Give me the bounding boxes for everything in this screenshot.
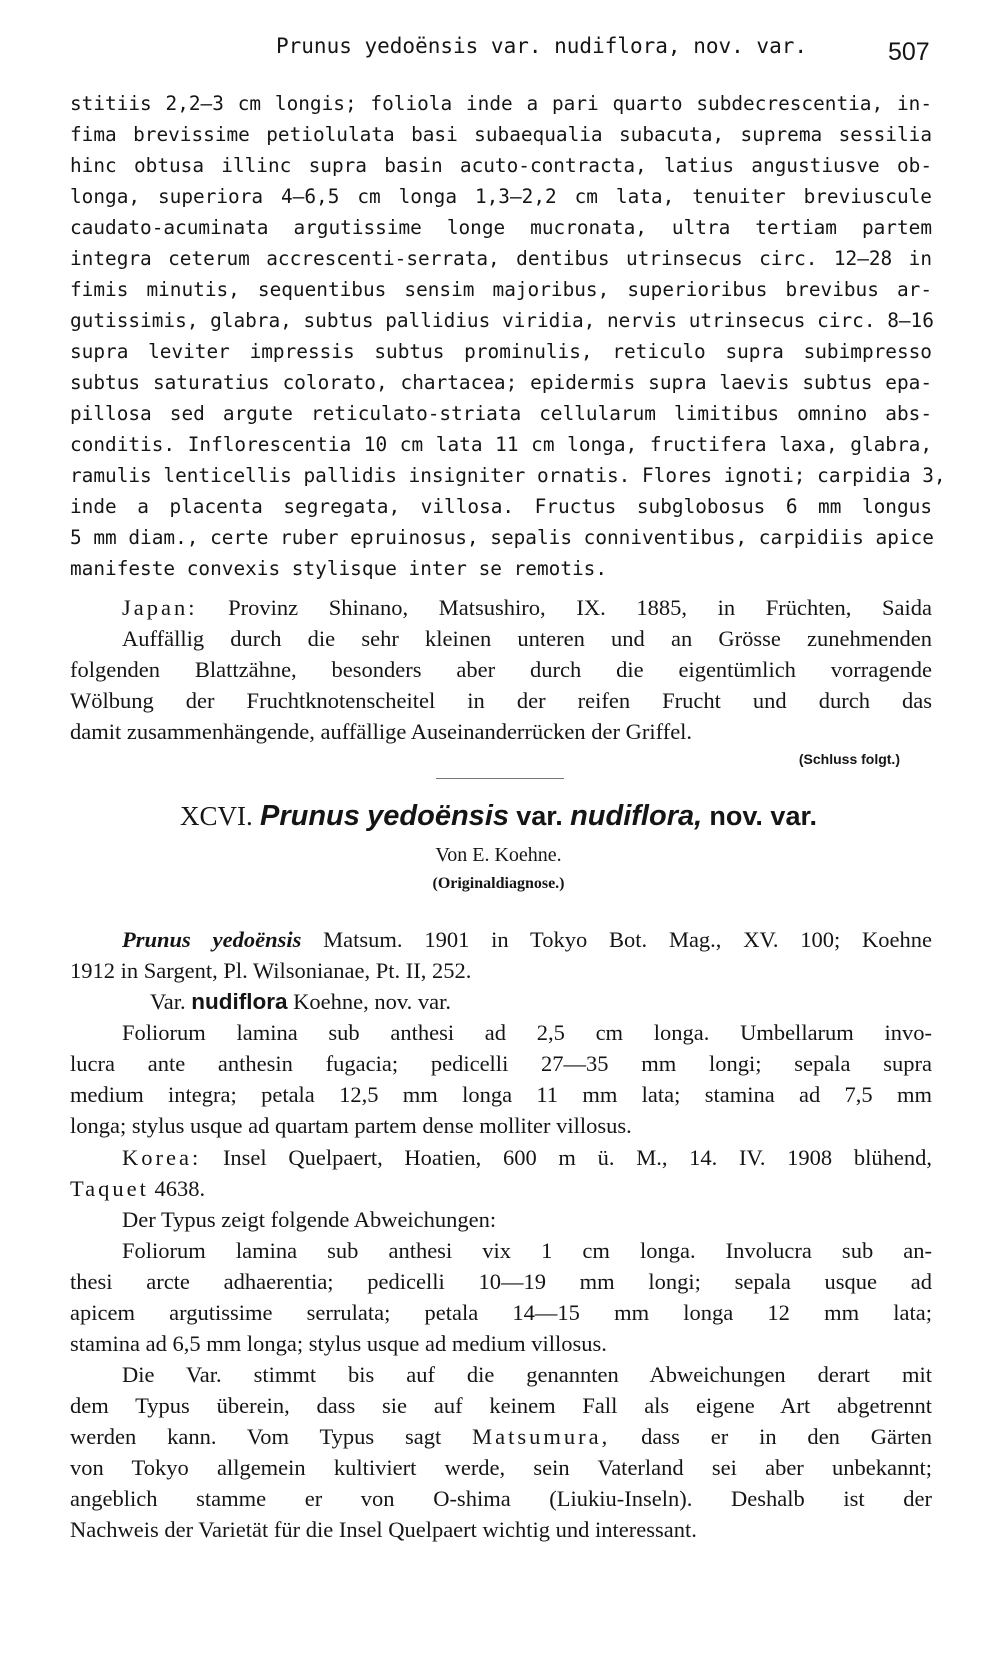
citation-line-2: 1912 in Sargent, Pl. Wilsonianae, Pt. II, 252. xyxy=(70,958,472,983)
heading-species: yedoënsis xyxy=(367,800,509,832)
text-line: werden kann. Vom Typus sagt Matsumura, dass er in den Gärten xyxy=(70,1424,933,1449)
running-head xyxy=(0,34,997,74)
page-number: 507 xyxy=(888,38,930,66)
text-line: stitiis 2,2—3 cm longis; foliola inde a pari quarto subdecrescentia, in- xyxy=(70,92,932,115)
text-line: ramulis lenticellis pallidis insigniter ornatis. Flores ignoti; carpidia 3, xyxy=(70,464,946,487)
text-line: inde a placenta segregata, villosa. Fructus subglobosus 6 mm longus xyxy=(70,495,932,518)
heading-genus: Prunus xyxy=(260,800,360,832)
text-line: folgenden Blattzähne, besonders aber durch die eigentümlich vorragende xyxy=(70,657,932,682)
text-line: lucra ante anthesin fugacia; pedicelli 27—35 mm longi; sepala supra xyxy=(70,1051,932,1076)
citation-rest: Matsum. 1901 in Tokyo Bot. Mag., XV. 100; Koehne xyxy=(323,927,933,952)
text-line: conditis. Inflorescentia 10 cm lata 11 cm longa, fructifera laxa, glabra, xyxy=(70,433,932,456)
text-line: longa, superiora 4—6,5 cm longa 1,3—2,2 cm lata, tenuiter breviuscule xyxy=(70,185,932,208)
text-line: Die Var. stimmt bis auf die genannten Abweichungen derart mit xyxy=(122,1362,932,1387)
variety-suffix: Koehne, nov. var. xyxy=(293,989,451,1014)
type-intro: Der Typus zeigt folgende Abweichungen: xyxy=(122,1207,497,1232)
diagnosis-note: (Originaldiagnose.) xyxy=(432,875,565,892)
text-line: longa; stylus usque ad quartam partem dense molliter villosus. xyxy=(70,1113,632,1138)
locality-label: Japan: xyxy=(122,595,198,620)
text-line: angeblich stamme er von O-shima (Liukiu-Inseln). Deshalb ist der xyxy=(70,1486,932,1511)
text-line: Foliorum lamina sub anthesi vix 1 cm longa. Involucra sub an- xyxy=(122,1238,932,1263)
text-line: damit zusammenhängende, auffällige Auseinanderrücken der Griffel. xyxy=(70,719,693,744)
text-line: medium integra; petala 12,5 mm longa 11 mm lata; stamina ad 7,5 mm xyxy=(70,1082,932,1107)
text-line: hinc obtusa illinc supra basin acuto-contracta, latius angustiusve ob- xyxy=(70,154,932,177)
author-name: Matsumura, xyxy=(472,1424,611,1449)
text-line: manifeste convexis stylisque inter se remotis. xyxy=(70,557,608,580)
citation-line xyxy=(122,924,932,955)
text-line: Auffällig durch die sehr kleinen unteren und an Grösse zunehmenden xyxy=(122,626,932,651)
text-line: von Tokyo allgemein kultiviert werde, sein Vaterland sei aber unbekannt; xyxy=(70,1455,932,1480)
heading-variety: nudiflora, xyxy=(570,800,703,832)
text-line: fimis minutis, sequentibus sensim majoribus, superioribus brevibus ar- xyxy=(70,278,932,301)
running-title: Prunus yedoënsis var. nudiflora, nov. var. xyxy=(276,34,808,58)
variety-prefix: Var. xyxy=(150,989,186,1014)
text-line: Wölbung der Fruchtknotenscheitel in der reifen Frucht und durch das xyxy=(70,688,932,713)
text-line: apicem argutissime serrulata; petala 14—15 mm longa 12 mm lata; xyxy=(70,1300,932,1325)
japan-locality xyxy=(122,592,932,623)
locality-text: Provinz Shinano, Matsushiro, IX. 1885, in Früchten, Saida xyxy=(228,595,932,620)
continued-note: (Schluss folgt.) xyxy=(798,751,900,767)
section-divider xyxy=(436,778,564,779)
variety-name: nudiflora xyxy=(191,989,288,1014)
locality-label: Korea: xyxy=(122,1145,202,1170)
author-line: Von E. Koehne. xyxy=(435,844,562,866)
text-line: Foliorum lamina sub anthesi ad 2,5 cm longa. Umbellarum invo- xyxy=(122,1020,932,1045)
collector-line xyxy=(70,1173,932,1204)
text-line: supra leviter impressis subtus prominulis, reticulo supra subimpresso xyxy=(70,340,932,363)
collector-number: 4638. xyxy=(154,1176,206,1201)
text-line: stamina ad 6,5 mm longa; stylus usque ad medium villosus. xyxy=(70,1331,607,1356)
text-line: dem Typus überein, dass sie auf keinem Fall als eigene Art abgetrennt xyxy=(70,1393,932,1418)
text-line: gutissimis, glabra, subtus pallidius viridia, nervis utrinsecus circ. 8—16 xyxy=(70,309,934,332)
heading-status: nov. var. xyxy=(709,801,817,831)
section-number: XCVI. xyxy=(180,801,253,831)
citation-species: yedoënsis xyxy=(212,927,302,952)
text-line: 5 mm diam., certe ruber epruinosus, sepalis conniventibus, carpidiis apice xyxy=(70,526,934,549)
text-line: integra ceterum accrescenti-serrata, dentibus utrinsecus circ. 12—28 in xyxy=(70,247,932,270)
text-line: subtus saturatius colorato, chartacea; epidermis supra laevis subtus epa- xyxy=(70,371,932,394)
variety-line xyxy=(150,986,960,1017)
text-line: thesi arcte adhaerentia; pedicelli 10—19 mm longi; sepala usque ad xyxy=(70,1269,932,1294)
heading-rank: var. xyxy=(516,801,563,831)
text-line: Nachweis der Varietät für die Insel Quelpaert wichtig und interessant. xyxy=(70,1517,697,1542)
text-line: fima brevissime petiolulata basi subaequalia subacuta, suprema sessilia xyxy=(70,123,932,146)
section-heading xyxy=(0,800,997,833)
citation-genus: Prunus xyxy=(122,927,191,952)
korea-locality xyxy=(122,1142,932,1173)
text-line: pillosa sed argute reticulato-striata cellularum limitibus omnino abs- xyxy=(70,402,932,425)
text-line: caudato-acuminata argutissime longe mucronata, ultra tertiam partem xyxy=(70,216,932,239)
locality-text: Insel Quelpaert, Hoatien, 600 m ü. M., 14. IV. 1908 blühend, xyxy=(222,1145,932,1170)
collector-name: Taquet xyxy=(70,1176,149,1201)
